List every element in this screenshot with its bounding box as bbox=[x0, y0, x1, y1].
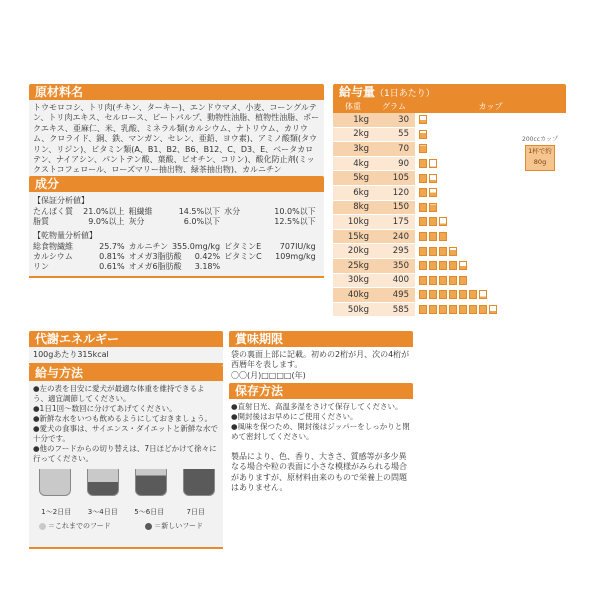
cup-full-icon bbox=[459, 276, 467, 285]
dry-item bbox=[129, 252, 225, 262]
feeding-row bbox=[333, 113, 566, 128]
row-gram: 495 bbox=[392, 289, 409, 300]
row-weight: 6kg bbox=[353, 187, 369, 198]
col-weight: 体重 bbox=[345, 102, 361, 111]
dry-value: 3.18% bbox=[194, 262, 221, 271]
dry-value: 0.42% bbox=[194, 252, 221, 261]
dry-value: 0.61% bbox=[99, 262, 125, 271]
storage-note: 製品により、色、香り、大きさ、質感等が多少異なる場合や粒の表面に小さな模様がみられる場合がありますが、原材料由来のもので栄養上の問題はありません。 bbox=[231, 452, 407, 493]
feeding-header bbox=[333, 100, 566, 113]
feeding-row bbox=[333, 201, 566, 216]
feeding-title: 給与量 bbox=[339, 85, 376, 99]
row-weight: 15kg bbox=[347, 231, 369, 242]
stage-label-3: 5〜6日目 bbox=[134, 508, 165, 516]
row-cups bbox=[415, 171, 566, 185]
stage-label-1: 1〜2日目 bbox=[41, 508, 72, 516]
cup-full-icon bbox=[429, 305, 437, 314]
row-gram: 240 bbox=[392, 231, 409, 242]
guaranteed-list bbox=[33, 207, 320, 227]
row-gram: 105 bbox=[392, 173, 409, 184]
cup-full-icon bbox=[439, 261, 447, 270]
cup-full-icon bbox=[449, 261, 457, 270]
row-gram: 30 bbox=[398, 114, 409, 125]
analysis-name: 脂質 bbox=[33, 217, 49, 226]
row-weight: 30kg bbox=[347, 275, 369, 286]
feeding-row bbox=[333, 303, 566, 318]
cup-partial-icon bbox=[459, 261, 467, 270]
bowl-stage1 bbox=[39, 469, 71, 496]
row-gram: 350 bbox=[392, 260, 409, 271]
cup-full-icon bbox=[439, 276, 447, 285]
cup-full-icon bbox=[479, 305, 487, 314]
row-weight: 4kg bbox=[353, 158, 369, 169]
analysis-value: 6.0%以下 bbox=[183, 217, 221, 226]
cup-full-icon bbox=[429, 217, 437, 226]
cup-full-icon bbox=[419, 290, 427, 299]
analysis-name: 水分 bbox=[224, 207, 241, 216]
method-item: ●左の表を目安に愛犬が最適な体重を維持できるよう、適宜調節してください。 bbox=[33, 384, 205, 403]
cup-full-icon bbox=[419, 188, 427, 197]
method-item: ●他のフードからの切り替えは、7日ほどかけて徐々に行ってください。 bbox=[33, 444, 217, 463]
expiry-title: 賞味期限 bbox=[229, 331, 413, 347]
analysis-item bbox=[33, 217, 129, 227]
dry-item bbox=[33, 262, 129, 272]
dry-item bbox=[33, 252, 129, 262]
feeding-row bbox=[333, 171, 566, 186]
stage-illustrations bbox=[33, 469, 219, 505]
feeding-row bbox=[333, 274, 566, 289]
method-title: 給与方法 bbox=[29, 365, 223, 381]
cup-partial-icon bbox=[489, 305, 497, 314]
cup-caption: 200ccカップ bbox=[522, 136, 558, 143]
row-cups bbox=[415, 113, 566, 127]
cup-full-icon bbox=[429, 276, 437, 285]
bowl-stage4 bbox=[183, 469, 215, 496]
stage-labels bbox=[33, 507, 219, 517]
row-weight: 3kg bbox=[353, 143, 369, 154]
row-cups bbox=[415, 259, 566, 273]
cup-full-icon bbox=[419, 276, 427, 285]
cup-partial-icon bbox=[419, 115, 427, 124]
feeding-row bbox=[333, 259, 566, 274]
guaranteed-label: 【保証分析値】 bbox=[33, 196, 89, 205]
cup-full-icon bbox=[429, 247, 437, 256]
row-gram: 70 bbox=[398, 143, 409, 154]
row-gram: 150 bbox=[392, 202, 409, 213]
dry-name: オメガ6脂肪酸 bbox=[128, 262, 182, 271]
row-gram: 295 bbox=[392, 246, 409, 257]
cup-full-icon bbox=[439, 290, 447, 299]
storage-item: ●開封後はお早めにご使用ください。 bbox=[231, 412, 358, 421]
feeding-panel bbox=[333, 84, 566, 317]
analysis-value: 12.5%以下 bbox=[274, 217, 316, 226]
row-cups bbox=[415, 186, 566, 200]
dry-label: 【乾物量分析値】 bbox=[33, 231, 97, 240]
row-gram: 120 bbox=[392, 187, 409, 198]
feeding-title-note: （1日あたり） bbox=[375, 89, 435, 99]
storage-panel bbox=[229, 383, 413, 497]
row-weight: 5kg bbox=[353, 173, 369, 184]
cup-full-icon bbox=[419, 174, 427, 183]
analysis-item bbox=[33, 207, 129, 217]
dry-name: リン bbox=[33, 262, 49, 271]
stage-label-4: 7日目 bbox=[186, 508, 205, 516]
row-cups bbox=[415, 274, 566, 288]
analysis-name: 粗繊維 bbox=[128, 207, 153, 216]
row-weight: 1kg bbox=[353, 114, 369, 125]
cup-full-icon bbox=[419, 203, 427, 212]
old-food-dot bbox=[39, 523, 46, 530]
dry-list bbox=[33, 242, 320, 272]
ingredients-panel bbox=[29, 84, 324, 182]
expiry-panel bbox=[229, 331, 413, 384]
row-weight: 50kg bbox=[347, 304, 369, 315]
ingredients-title: 原材料名 bbox=[29, 84, 324, 100]
dry-value: 707IU/kg bbox=[279, 242, 316, 251]
cup-partial-icon bbox=[449, 247, 457, 256]
dry-value: 0.81% bbox=[99, 252, 125, 261]
dry-item bbox=[224, 242, 320, 252]
analysis-name: たんぱく質 bbox=[33, 207, 73, 216]
row-cups bbox=[415, 230, 566, 244]
method-item: ●愛犬の食事は、サイエンス・ダイエットと新鮮な水で十分です。 bbox=[33, 424, 218, 443]
cup-full-icon bbox=[419, 217, 427, 226]
bowl-stage2 bbox=[87, 469, 119, 496]
dry-item bbox=[33, 242, 129, 252]
cup-full-icon bbox=[459, 290, 467, 299]
feeding-row bbox=[333, 215, 566, 230]
new-food-dot bbox=[145, 523, 152, 530]
dry-name: カルシウム bbox=[33, 252, 73, 261]
dry-value: 109mg/kg bbox=[275, 252, 316, 261]
food-legend bbox=[39, 521, 203, 531]
analysis-item bbox=[129, 217, 225, 227]
cup-partial-icon bbox=[429, 159, 437, 168]
dry-name: 総食物繊維 bbox=[33, 242, 73, 251]
storage-items bbox=[231, 402, 411, 442]
row-cups bbox=[415, 303, 566, 317]
method-item: ●新鮮な水をいつも飲めるようにしておきましょう。 bbox=[33, 414, 213, 423]
method-items bbox=[33, 384, 219, 464]
row-weight: 40kg bbox=[347, 289, 369, 300]
energy-panel bbox=[29, 331, 223, 365]
cup-partial-icon bbox=[439, 217, 447, 226]
cup-full-icon bbox=[419, 247, 427, 256]
dry-item bbox=[224, 262, 320, 272]
dry-name: ビタミンE bbox=[224, 242, 262, 251]
cup-full-icon bbox=[419, 159, 427, 168]
cup-partial-icon bbox=[419, 130, 427, 139]
row-gram: 585 bbox=[392, 304, 409, 315]
cup-partial-icon bbox=[419, 144, 427, 153]
feeding-row bbox=[333, 230, 566, 245]
cup-full-icon bbox=[459, 305, 467, 314]
cup-full-icon bbox=[439, 247, 447, 256]
row-weight: 25kg bbox=[347, 260, 369, 271]
cup-partial-icon bbox=[429, 203, 437, 212]
row-weight: 10kg bbox=[347, 216, 369, 227]
analysis-name: 灰分 bbox=[128, 217, 145, 226]
cup-full-icon bbox=[429, 261, 437, 270]
row-weight: 20kg bbox=[347, 246, 369, 257]
feeding-row bbox=[333, 288, 566, 303]
col-gram: グラム bbox=[382, 102, 406, 111]
cup-partial-icon bbox=[429, 174, 437, 183]
cup-full-icon bbox=[419, 232, 427, 241]
bowl-stage3 bbox=[135, 469, 167, 496]
stage-label-2: 3〜4日目 bbox=[87, 508, 118, 516]
row-gram: 400 bbox=[392, 275, 409, 286]
expiry-text: 袋の裏面上部に記載。初めの2桁が月、次の4桁が西暦年を表します。 〇〇(月)□□□□(年) bbox=[231, 350, 410, 380]
cup-full-icon bbox=[449, 290, 457, 299]
feeding-row bbox=[333, 244, 566, 259]
row-cups bbox=[415, 201, 566, 215]
row-gram: 55 bbox=[398, 129, 409, 140]
analysis-value: 10.0%以下 bbox=[274, 207, 316, 216]
row-weight: 8kg bbox=[353, 202, 369, 213]
analysis-value: 14.5%以下 bbox=[178, 207, 221, 216]
cup-full-icon bbox=[449, 276, 457, 285]
dry-item bbox=[224, 252, 320, 262]
feeding-row bbox=[333, 186, 566, 201]
cup-partial-icon bbox=[479, 290, 487, 299]
row-weight: 2kg bbox=[353, 129, 369, 140]
cup-full-icon bbox=[419, 305, 427, 314]
dry-name: カルニチン bbox=[128, 242, 169, 251]
analysis-value: 21.0%以上 bbox=[83, 207, 125, 216]
analysis-value: 9.0%以上 bbox=[88, 217, 125, 226]
row-cups bbox=[415, 215, 566, 229]
analysis-item bbox=[129, 207, 225, 217]
dry-value: 355.0mg/kg bbox=[171, 242, 221, 251]
storage-title: 保存方法 bbox=[229, 383, 413, 399]
cup-full-icon bbox=[469, 290, 477, 299]
energy-title: 代謝エネルギー bbox=[29, 331, 223, 347]
legend-old: ＝これまでのフード bbox=[48, 522, 111, 530]
ingredients-text: トウモロコシ、トリ肉(チキン、ターキー)、エンドウマメ、小麦、コーングルテン、トリ肉エキス、セルロース、ビートパルプ、動物性油脂、植物性油脂、ポークエキス、亜麻仁、米、乳酸、ミネラル類(カルシウム、ナトリウム、カリウム、クロライド、銅、鉄、マンガン、セレン、亜鉛、ヨウ素)、アミノ酸類(タウリン、リジン)、ビタミン類(A、B1、B2、B6、B12、C、D3、E、ベータカロテン、ナイアシン、パントテン酸、葉酸、ビオチン、コリン)、酸化防止剤(ミックストコフェロール、ローズマリー抽出物、緑茶抽出物)、カルニチン bbox=[33, 103, 320, 175]
cup-full-icon bbox=[469, 305, 477, 314]
dry-value: 25.7% bbox=[99, 242, 125, 251]
legend-new: ＝新しいフード bbox=[154, 522, 204, 530]
dry-name: ビタミンC bbox=[224, 252, 262, 261]
analysis-item bbox=[224, 217, 320, 227]
analysis-item bbox=[224, 207, 320, 217]
cup-icon: 1杯で約80g bbox=[525, 145, 555, 171]
components-title: 成分 bbox=[29, 176, 324, 192]
method-item: ●1日1回〜数回に分けてあげてください。 bbox=[33, 404, 177, 413]
cup-full-icon bbox=[439, 232, 447, 241]
dry-name: オメガ3脂肪酸 bbox=[128, 252, 182, 261]
components-panel bbox=[29, 176, 324, 278]
storage-item: ●風味を保つため、開封後はジッパーをしっかりと閉めて密封してください。 bbox=[231, 422, 410, 441]
col-cup: カップ bbox=[478, 102, 503, 111]
method-panel bbox=[29, 365, 223, 549]
cup-full-icon bbox=[429, 232, 437, 241]
cup-guide bbox=[517, 134, 563, 173]
cup-full-icon bbox=[439, 305, 447, 314]
energy-text: 100gあたり315kcal bbox=[33, 350, 109, 359]
cup-full-icon bbox=[419, 261, 427, 270]
dry-item bbox=[129, 262, 225, 272]
dry-item bbox=[129, 242, 225, 252]
cup-full-icon bbox=[429, 290, 437, 299]
cup-full-icon bbox=[449, 305, 457, 314]
row-gram: 175 bbox=[392, 216, 409, 227]
row-cups bbox=[415, 244, 566, 258]
row-cups bbox=[415, 288, 566, 302]
storage-item: ●直射日光、高温多湿をさけて保存してください。 bbox=[231, 402, 403, 411]
row-gram: 90 bbox=[398, 158, 409, 169]
cup-partial-icon bbox=[429, 188, 437, 197]
